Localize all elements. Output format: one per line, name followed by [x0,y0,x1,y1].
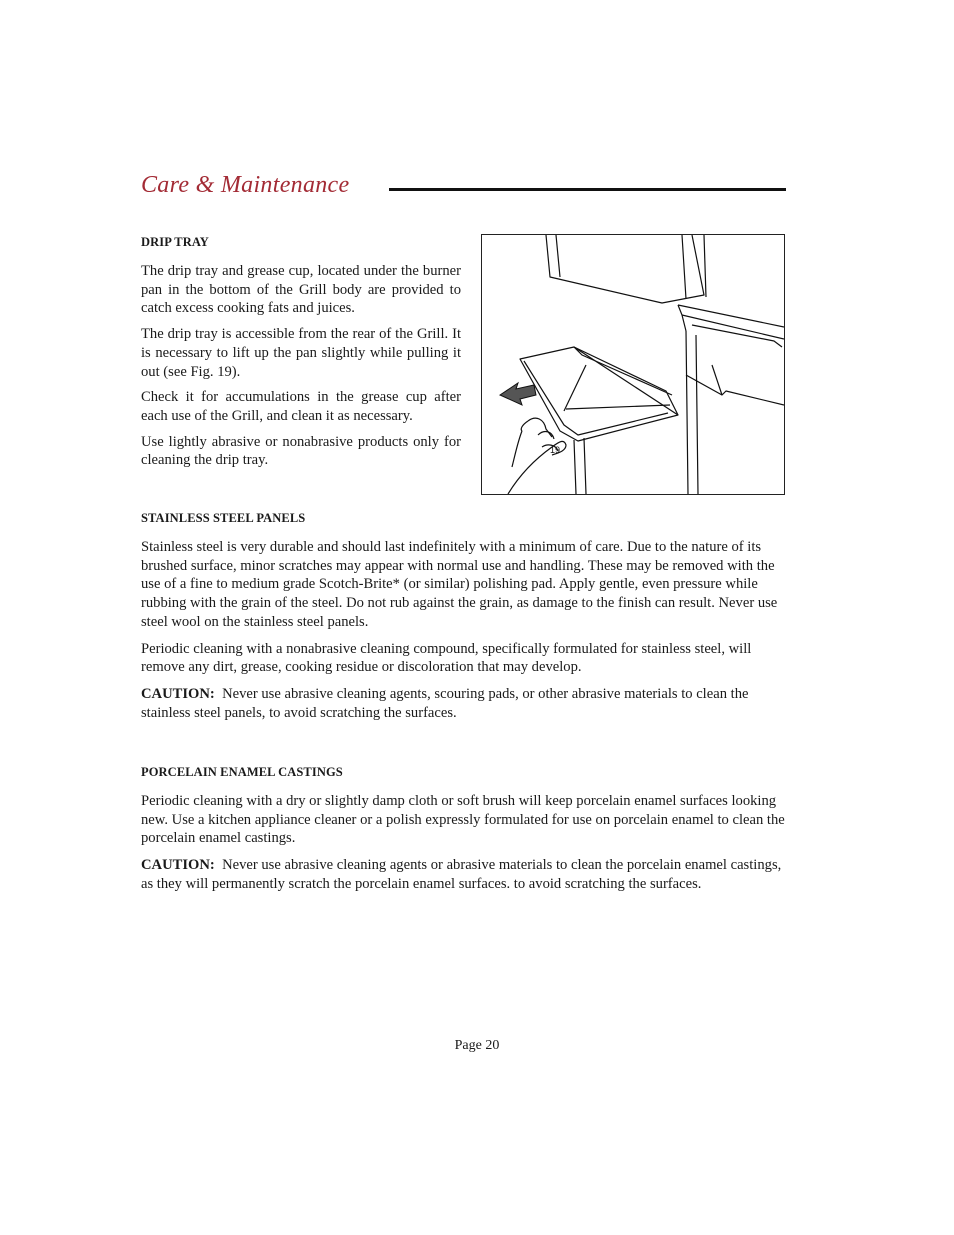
header-rule [389,188,786,191]
stainless-caution-text: Never use abrasive cleaning agents, scouring pads, or other abrasive materials to clean the stainless steel panels, to avoid scratching the surfaces. [141,685,749,721]
stainless-paragraph-2: Periodic cleaning with a nonabrasive cleaning compound, specifically formulated for stainless steel, will remove any dirt, grease, cooking residue or discoloration that may develop. [141,640,752,676]
porcelain-caution-label: CAUTION: [141,857,215,874]
drip-tray-illustration [482,235,784,494]
section-header [141,170,786,200]
page-number: Page 20 [454,1038,500,1053]
porcelain-paragraph-1: Periodic cleaning with a dry or slightly damp cloth or soft brush will keep porcelain enamel surfaces looking new. Use a kitchen appliance cleaner or a polish expressly formulated for use on porcelain enamel to clean the porcelain enamel castings. [141,793,785,847]
drip-tray-paragraph-4: Use lightly abrasive or nonabrasive products only for cleaning the drip tray. [141,433,461,469]
stainless-heading: STAINLESS STEEL PANELS [141,511,306,525]
stainless-steel-section [141,511,786,730]
drip-tray-paragraph-3: Check it for accumulations in the grease cup after each use of the Grill, and clean it as necessary. [141,389,461,424]
stainless-caution [141,685,786,722]
drip-tray-paragraph-2: The drip tray is accessible from the rear of the Grill. It is necessary to lift up the pan slightly while pulling it out (see Fig. 19). [141,326,461,380]
stainless-caution-label: CAUTION: [141,685,215,702]
drip-tray-figure [481,234,785,495]
drip-tray-section [141,235,461,477]
drip-tray-heading: DRIP TRAY [141,235,209,249]
porcelain-caution-text: Never use abrasive cleaning agents or abrasive materials to clean the porcelain enamel castings, as they will permanently scratch the porcelain enamel surfaces. to avoid scratching the surfaces. [141,857,782,892]
stainless-paragraph-1: Stainless steel is very durable and should last indefinitely with a minimum of care. Due to the nature of its brushed surface, minor scratches may appear with normal use and handling. These may be removed with the use of a fine to medium grade Scotch-Brite* (or similar) polishing pad. Apply gentle, even pressure while rubbing with the grain of the steel. Do not rub against the grain, as damage to the finish can result. Never use steel wool on the stainless steel panels. [141,539,778,630]
drip-tray-paragraph-1: The drip tray and grease cup, located under the burner pan in the bottom of the Grill body are provided to catch excess cooking fats and juices. [141,263,461,317]
section-title: Care & Maintenance [141,172,350,198]
porcelain-heading: PORCELAIN ENAMEL CASTINGS [141,765,343,779]
porcelain-caution [141,856,786,893]
porcelain-section [141,765,786,902]
figure-number: 19 [550,445,561,455]
